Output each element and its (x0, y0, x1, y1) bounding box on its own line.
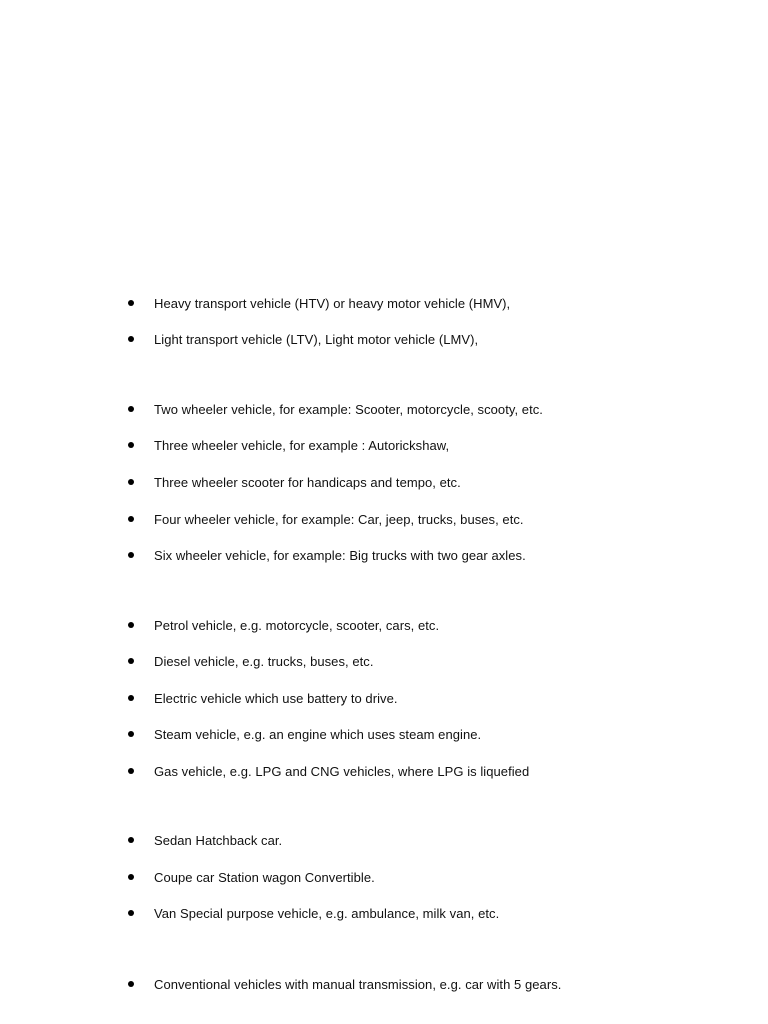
bullet-icon (128, 910, 134, 916)
bullet-icon (128, 336, 134, 342)
bullet-icon (128, 442, 134, 448)
list-item-text: Three wheeler vehicle, for example : Autorickshaw, (154, 437, 450, 453)
bullet-icon (128, 731, 134, 737)
list-item-text: Diesel vehicle, e.g. trucks, buses, etc. (154, 653, 374, 669)
list-item (124, 508, 524, 530)
list-item-text: Six wheeler vehicle, for example: Big trucks with two gear axles. (154, 547, 526, 563)
list-item-text: Van Special purpose vehicle, e.g. ambulance, milk van, etc. (154, 905, 500, 921)
list-item-text: Sedan Hatchback car. (154, 832, 283, 848)
list-item (124, 973, 561, 995)
list-item (124, 328, 478, 350)
bullet-icon (128, 768, 134, 774)
list-item (124, 398, 543, 420)
list-item (124, 866, 375, 888)
list-item-text: Electric vehicle which use battery to drive. (154, 690, 398, 706)
list-item (124, 544, 526, 566)
bullet-icon (128, 406, 134, 412)
bullet-icon (128, 622, 134, 628)
list-item-text: Light transport vehicle (LTV), Light motor vehicle (LMV), (154, 331, 479, 347)
list-item-text: Petrol vehicle, e.g. motorcycle, scooter, cars, etc. (154, 617, 440, 633)
list-item (124, 471, 461, 493)
list-item (124, 292, 510, 314)
bullet-icon (128, 516, 134, 522)
bullet-icon (128, 479, 134, 485)
list-item (124, 650, 373, 672)
list-item (124, 687, 398, 709)
list-item-text: Gas vehicle, e.g. LPG and CNG vehicles, where LPG is liquefied (154, 763, 530, 779)
bullet-icon (128, 695, 134, 701)
list-item (124, 723, 481, 745)
list-item-text: Two wheeler vehicle, for example: Scooter, motorcycle, scooty, etc. (154, 401, 543, 417)
bullet-icon (128, 300, 134, 306)
list-item-text: Coupe car Station wagon Convertible. (154, 869, 375, 885)
bullet-icon (128, 837, 134, 843)
list-item (124, 434, 449, 456)
list-item-text: Heavy transport vehicle (HTV) or heavy motor vehicle (HMV), (154, 295, 511, 311)
list-item-text: Three wheeler scooter for handicaps and tempo, etc. (154, 474, 461, 490)
bullet-icon (128, 981, 134, 987)
list-item-text: Four wheeler vehicle, for example: Car, jeep, trucks, buses, etc. (154, 511, 524, 527)
list-item-text: Steam vehicle, e.g. an engine which uses steam engine. (154, 726, 482, 742)
bullet-icon (128, 552, 134, 558)
bullet-icon (128, 874, 134, 880)
list-item (124, 614, 439, 636)
list-item-text: Conventional vehicles with manual transmission, e.g. car with 5 gears. (154, 976, 562, 992)
list-item (124, 829, 282, 851)
bullet-icon (128, 658, 134, 664)
list-item (124, 902, 499, 924)
list-item (124, 760, 529, 782)
